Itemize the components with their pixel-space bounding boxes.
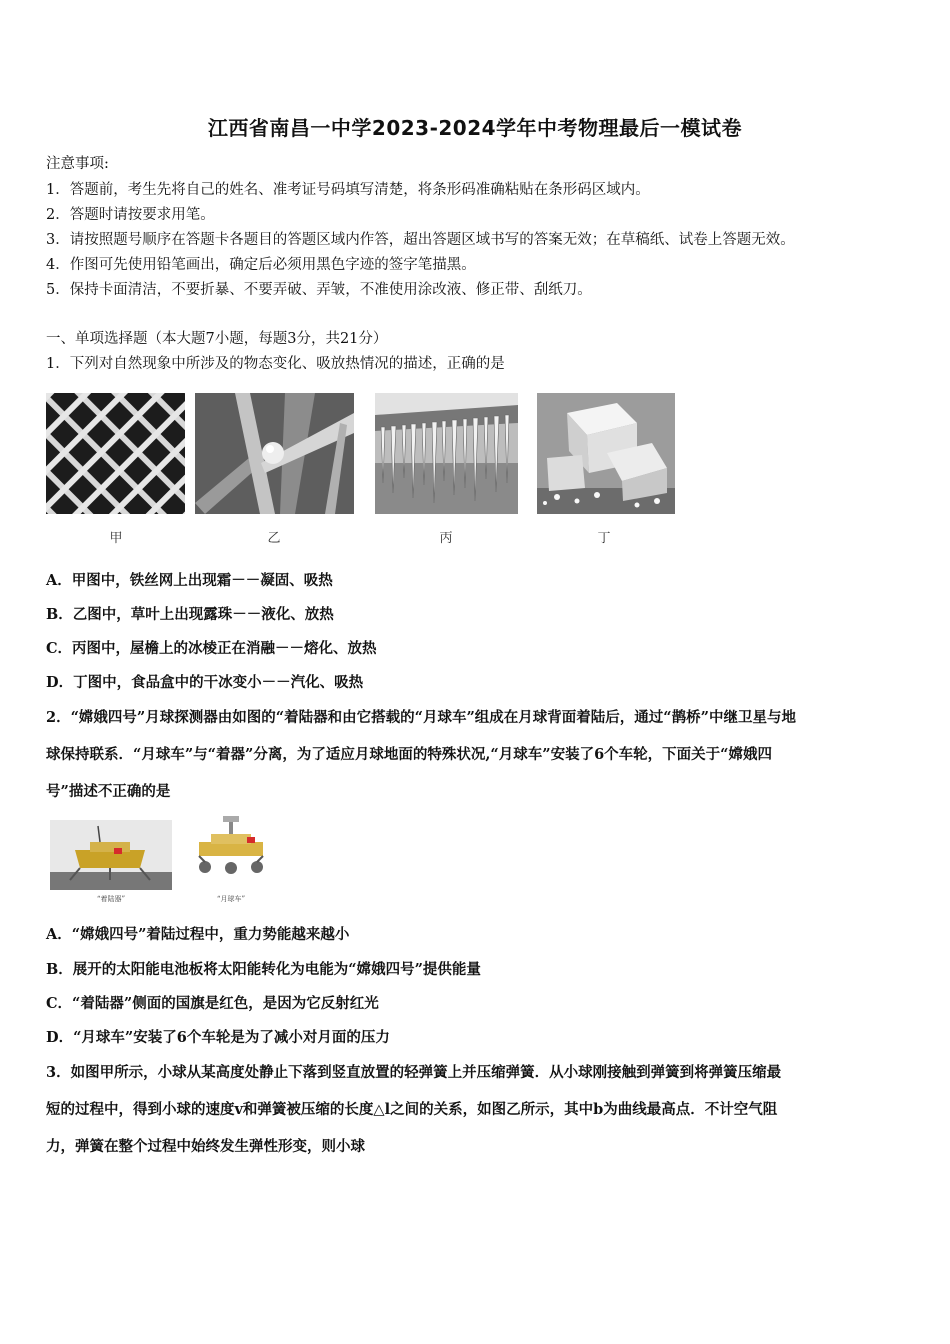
q3-stem-line-3: 力，弹簧在整个过程中始终发生弹性形变，则小球 [46,1138,365,1155]
q1-caption-jia: 甲 [109,531,123,546]
q1-stem: 1．下列对自然现象中所涉及的物态变化、吸放热情况的描述，正确的是 [46,356,505,372]
notice-heading: 注意事项: [46,156,109,172]
q1-option-c: C．丙图中，屋檐上的冰棱正在消融－－熔化、放热 [46,640,377,657]
q1-caption-yi: 乙 [267,531,281,546]
q2-caption-rover: “月球车” [216,895,246,903]
q2-option-b: B．展开的太阳能电池板将太阳能转化为电能为“嫦娥四号”提供能量 [46,961,481,978]
q2-stem-line-3: 号”描述不正确的是 [46,783,171,800]
q2-option-c: C．“着陆器”侧面的国旗是红色，是因为它反射红光 [46,995,379,1012]
q1-image-dew-on-grass [195,393,354,514]
q3-stem-line-1: 3．如图甲所示，小球从某高度处静止下落到竖直放置的轻弹簧上并压缩弹簧．从小球刚接触到弹簧到将弹簧压缩最 [46,1064,782,1081]
page-title: 江西省南昌一中学2023-2024学年中考物理最后一模试卷 [207,116,743,140]
q2-option-d: D．“月球车”安装了6个车轮是为了减小对月面的压力 [46,1029,390,1046]
q2-option-a: A．“嫦娥四号”着陆过程中，重力势能越来越小 [46,926,350,943]
notice-item-3: 3．请按照题号顺序在答题卡各题目的答题区域内作答，超出答题区域书写的答案无效；在草稿纸、试卷上答题无效。 [46,232,795,248]
notice-item-4: 4．作图可先使用铅笔画出，确定后必须用黑色字迹的签字笔描黑。 [46,257,476,273]
q1-caption-ding: 丁 [597,531,611,546]
q1-image-icicles [375,393,518,514]
q1-option-a: A．甲图中，铁丝网上出现霜－－凝固、吸热 [46,572,333,589]
notice-item-5: 5．保持卡面清洁，不要折暴、不要弄破、弄皱，不准使用涂改液、修正带、刮纸刀。 [46,282,592,298]
q1-option-d: D．丁图中，食品盒中的干冰变小－－汽化、吸热 [46,674,364,691]
notice-item-1: 1．答题前，考生先将自己的姓名、准考证号码填写清楚，将条形码准确粘贴在条形码区域内。 [46,182,650,198]
q2-stem-line-2: 球保持联系．“月球车”与“着器”分离，为了适应月球地面的特殊状况,“月球车”安装了6个车轮，下面关于“嫦娥四 [46,746,773,763]
section-heading: 一、单项选择题（本大题7小题，每题3分，共21分） [46,331,388,347]
q1-option-b: B．乙图中，草叶上出现露珠－－液化、放热 [46,606,334,623]
q1-image-dry-ice [537,393,675,514]
q2-image-rover [187,812,275,892]
notice-item-2: 2．答题时请按要求用笔。 [46,207,215,223]
q1-image-frost-wire-mesh [46,393,185,514]
q2-image-lander [50,820,172,890]
q2-caption-lander: “着陆器” [96,895,126,903]
q1-caption-bing: 丙 [439,531,453,546]
q2-stem-line-1: 2．“嫦娥四号”月球探测器由如图的“着陆器和由它搭载的“月球车”组成在月球背面着陆后，通过“鹊桥”中继卫星与地 [46,709,796,726]
q3-stem-line-2: 短的过程中，得到小球的速度v和弹簧被压缩的长度△l之间的关系，如图乙所示，其中b为曲线最高点．不计空气阻 [46,1101,778,1118]
